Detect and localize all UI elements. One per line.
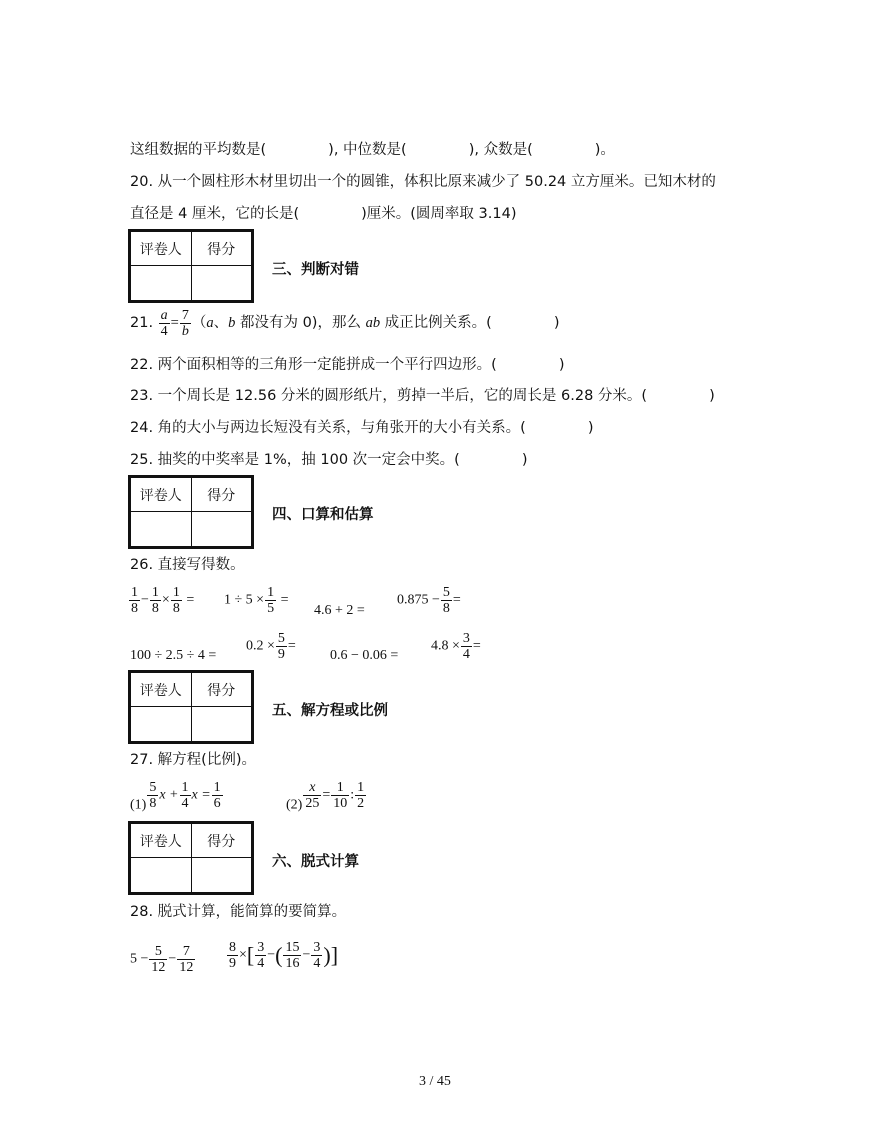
fraction: $\frac{7}{b}$ bbox=[181, 308, 189, 339]
question-28-title: 28. 脱式计算，能简算的要简算。 bbox=[130, 904, 347, 920]
score-cell[interactable] bbox=[191, 512, 252, 547]
reviewer-label: 评卷人 bbox=[131, 232, 192, 266]
grade-box bbox=[128, 821, 254, 895]
section-4-title: 四、口算和估算 bbox=[272, 507, 374, 523]
score-cell[interactable] bbox=[191, 266, 252, 301]
grade-box bbox=[128, 229, 254, 303]
question-20-line1: 20. 从一个圆柱形木材里切出一个的圆锥，体积比原来减少了 50.24 立方厘米。已知木材的 bbox=[130, 174, 716, 190]
expression-28-1: 5 − $\frac{5}{12}$ − $\frac{7}{12}$ bbox=[130, 944, 194, 975]
score-label: 得分 bbox=[191, 232, 252, 266]
reviewer-label: 评卷人 bbox=[131, 673, 192, 707]
reviewer-label: 评卷人 bbox=[131, 824, 192, 858]
expression-4: 0.875 − $\frac{5}{8}$ = bbox=[397, 585, 461, 616]
text: )。 bbox=[594, 142, 615, 158]
section-5-title: 五、解方程或比例 bbox=[272, 703, 388, 719]
score-label: 得分 bbox=[191, 478, 252, 512]
reviewer-cell[interactable] bbox=[131, 858, 192, 893]
question-24: 24. 角的大小与两边长短没有关系，与角张开的大小有关系。( ) bbox=[130, 420, 594, 436]
text: ), 中位数是( bbox=[328, 142, 407, 158]
section-3-title: 三、判断对错 bbox=[272, 262, 359, 278]
score-label: 得分 bbox=[191, 824, 252, 858]
fraction: $\frac{a}{4}$ bbox=[160, 308, 168, 339]
expression-7: 0.6 − 0.06 = bbox=[330, 648, 399, 663]
expression-8: 4.8 × $\frac{3}{4}$ = bbox=[431, 631, 481, 662]
reviewer-cell[interactable] bbox=[131, 512, 192, 547]
reviewer-cell[interactable] bbox=[131, 707, 192, 742]
question-26-title: 26. 直接写得数。 bbox=[130, 557, 245, 573]
question-21: 21. $\frac{a}{4}$ = $\frac{7}{b}$ （a、b 都没有为 0)，那么 ab 成正比例关系。( ) bbox=[130, 308, 560, 339]
grade-box bbox=[128, 670, 254, 744]
question-20-line2 bbox=[130, 204, 516, 224]
expression-6: 0.2 × $\frac{5}{9}$ = bbox=[246, 631, 296, 662]
text: ), 众数是( bbox=[468, 142, 533, 158]
expression-5: 100 ÷ 2.5 ÷ 4 = bbox=[130, 648, 217, 663]
score-label: 得分 bbox=[191, 673, 252, 707]
question-22: 22. 两个面积相等的三角形一定能拼成一个平行四边形。( ) bbox=[130, 357, 565, 373]
expression-3: 4.6 + 2 = bbox=[314, 603, 365, 618]
text: 直径是 4 厘米，它的长是( bbox=[130, 206, 300, 222]
text: 这组数据的平均数是( bbox=[130, 142, 267, 158]
question-25: 25. 抽奖的中奖率是 1%，抽 100 次一定会中奖。( ) bbox=[130, 452, 528, 468]
equation-2: (2) $\frac{x}{25}$ = $\frac{1}{10}$ : $\frac{1}{2}$ bbox=[286, 780, 365, 813]
score-cell[interactable] bbox=[191, 858, 252, 893]
score-cell[interactable] bbox=[191, 707, 252, 742]
reviewer-cell[interactable] bbox=[131, 266, 192, 301]
stats-question-line bbox=[130, 140, 615, 160]
section-6-title: 六、脱式计算 bbox=[272, 854, 359, 870]
expression-1: $\frac{1}{8}$ − $\frac{1}{8}$ × $\frac{1}{8}$ = bbox=[131, 585, 195, 616]
equation-1: (1) $\frac{5}{8}$ x + $\frac{1}{4}$ x = $\frac{1}{6}$ bbox=[130, 780, 221, 813]
reviewer-label: 评卷人 bbox=[131, 478, 192, 512]
page-number: 3 / 45 bbox=[419, 1074, 451, 1089]
expression-2: 1 ÷ 5 × $\frac{1}{5}$ = bbox=[224, 585, 289, 616]
expression-28-2: $\frac{8}{9}$ ×[ $\frac{3}{4}$ −( $\frac{15}{16}$ − $\frac{3}{4}$ )] bbox=[229, 940, 339, 971]
text: )厘米。(圆周率取 3.14) bbox=[361, 206, 517, 222]
text: 21. bbox=[130, 315, 154, 331]
question-27-title: 27. 解方程(比例)。 bbox=[130, 752, 256, 768]
question-23: 23. 一个周长是 12.56 分米的圆形纸片，剪掉一半后，它的周长是 6.28 分米。( ) bbox=[130, 388, 715, 404]
grade-box bbox=[128, 475, 254, 549]
